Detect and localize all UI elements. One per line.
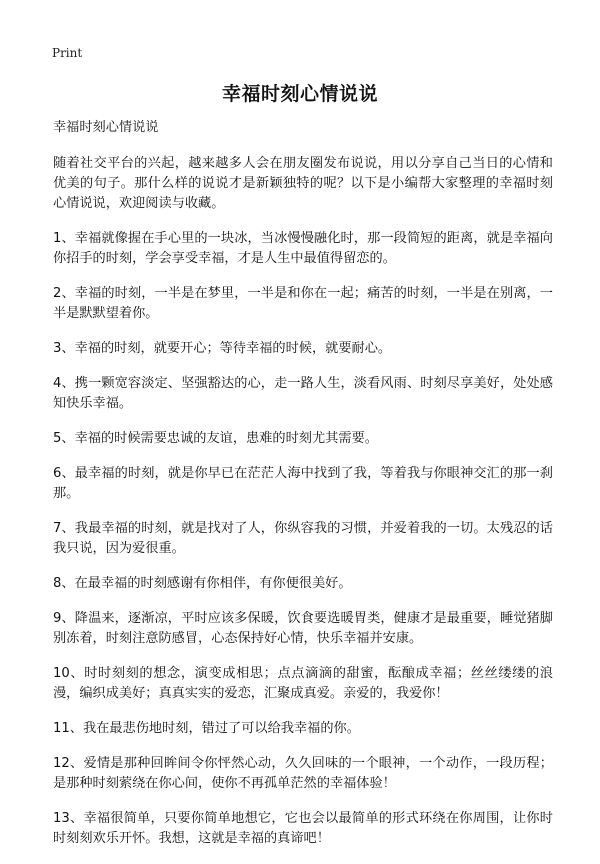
page-title: 幸福时刻心情说说	[221, 83, 378, 105]
article-body	[53, 118, 553, 864]
list-item: 13、幸福很简单，只要你简单地想它，它也会以最简单的形式环绕在你周围，让你时时刻刻欢乐开怀。我想，这就是幸福的真谛吧！	[53, 811, 553, 846]
list-item: 1、幸福就像握在手心里的一块冰，当冰慢慢融化时，那一段简短的距离，就是幸福向你招手的时刻，学会享受幸福，才是人生中最值得留恋的。	[53, 231, 553, 266]
list-item: 12、爱情是那种回眸间令你怦然心动，久久回味的一个眼神，一个动作，一段历程；是那种时刻萦绕在你心间，使你不再孤单茫然的幸福体验！	[53, 756, 553, 791]
article-subtitle: 幸福时刻心情说说	[53, 120, 159, 135]
list-item: 2、幸福的时刻，一半是在梦里，一半是和你在一起；痛苦的时刻，一半是在别离，一半是默默望着你。	[53, 286, 553, 321]
print-link[interactable]: Print	[52, 46, 83, 60]
list-item: 3、幸福的时刻，就要开心；等待幸福的时候，就要耐心。	[53, 341, 392, 356]
list-item: 10、时时刻刻的想念，演变成相思；点点滴滴的甜蜜，酝酿成幸福；丝丝缕缕的浪漫，编织成美好；真真实实的爱恋，汇聚成真爱。亲爱的，我爱你！	[53, 666, 553, 701]
list-item: 4、携一颗宽容淡定、坚强豁达的心，走一路人生，淡看风雨、时刻尽享美好，处处感知快乐幸福。	[53, 376, 553, 411]
list-item: 9、降温来，逐渐凉，平时应该多保暖，饮食要选暖胃类，健康才是最重要，睡觉猪脚别冻着，时刻注意防感冒，心态保持好心情，快乐幸福并安康。	[53, 611, 553, 646]
list-item: 5、幸福的时候需要忠诚的友谊，患难的时刻尤其需要。	[53, 431, 378, 446]
list-item: 7、我最幸福的时刻，就是找对了人，你纵容我的习惯，并爱着我的一切。太残忍的话我只说，因为爱很重。	[53, 521, 553, 556]
list-item: 6、最幸福的时刻，就是你早已在茫茫人海中找到了我，等着我与你眼神交汇的那一刹那。	[53, 466, 553, 501]
intro-paragraph: 随着社交平台的兴起，越来越多人会在朋友圈发布说说，用以分享自己当日的心情和优美的句子。那什么样的说说才是新颖独特的呢？以下是小编帮大家整理的幸福时刻心情说说，欢迎阅读与收藏。	[53, 156, 553, 211]
list-item: 8、在最幸福的时刻感谢有你相伴，有你便很美好。	[53, 576, 352, 591]
list-item: 11、我在最悲伤地时刻，错过了可以给我幸福的你。	[53, 721, 360, 736]
